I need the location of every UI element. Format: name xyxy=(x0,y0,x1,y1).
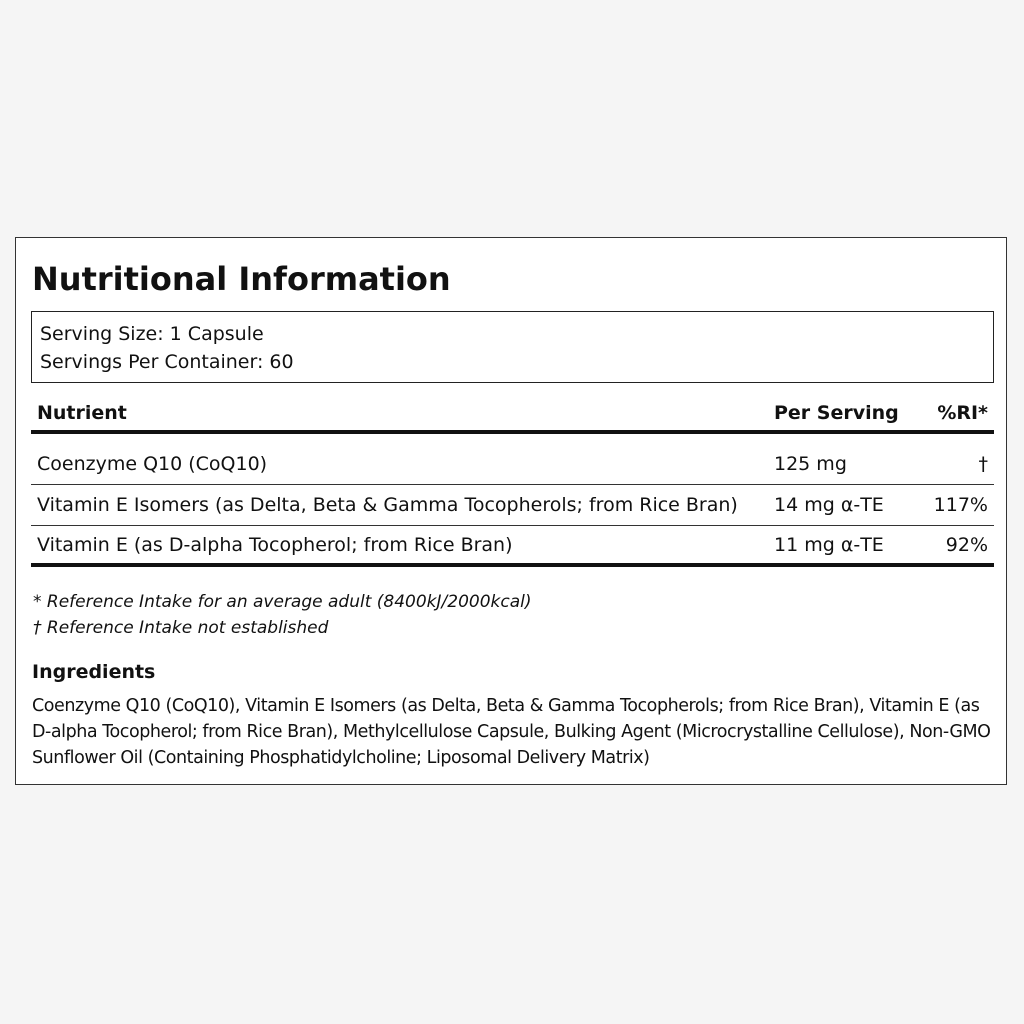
header-ri: %RI* xyxy=(937,402,988,424)
header-per-serving: Per Serving xyxy=(774,402,899,424)
ingredients-heading: Ingredients xyxy=(32,661,156,683)
serving-info-box xyxy=(31,311,994,383)
footnote-not-established: † Reference Intake not established xyxy=(33,618,329,638)
row-per-serving: 14 mg α-TE xyxy=(774,494,884,516)
serving-size: Serving Size: 1 Capsule xyxy=(40,323,264,345)
label-title: Nutritional Information xyxy=(32,260,451,298)
servings-per-container: Servings Per Container: 60 xyxy=(40,351,294,373)
footnote-reference-intake: * Reference Intake for an average adult (8400kJ/2000kcal) xyxy=(33,592,532,612)
table-header-row xyxy=(31,396,994,434)
footnotes xyxy=(33,589,532,641)
row-per-serving: 11 mg α-TE xyxy=(774,533,884,556)
row-per-serving: 125 mg xyxy=(774,452,847,475)
table-row xyxy=(31,485,994,526)
table-row xyxy=(31,526,994,567)
row-ri: 117% xyxy=(933,494,988,516)
row-ri: † xyxy=(978,452,988,475)
ingredients-text: Coenzyme Q10 (CoQ10), Vitamin E Isomers (as Delta, Beta & Gamma Tocopherols; from Rice Bran), Vitamin E (as D-alpha Tocopherol; from Rice Bran), Methylcellulose Capsule, Bulking Agent (Microcrystalline Cellulose), Non-GMO Sunflower Oil (Containing Phosphatidylcholine; Liposomal Delivery Matrix) xyxy=(32,696,991,768)
row-nutrient: Coenzyme Q10 (CoQ10) xyxy=(37,452,268,475)
row-nutrient: Vitamin E (as D-alpha Tocopherol; from Rice Bran) xyxy=(37,533,513,556)
table-row xyxy=(31,434,994,485)
nutrient-table xyxy=(31,396,994,567)
header-nutrient: Nutrient xyxy=(37,402,127,424)
nutrition-label-panel xyxy=(15,237,1007,785)
row-nutrient: Vitamin E Isomers (as Delta, Beta & Gamma Tocopherols; from Rice Bran) xyxy=(37,494,738,516)
row-ri: 92% xyxy=(945,533,988,556)
